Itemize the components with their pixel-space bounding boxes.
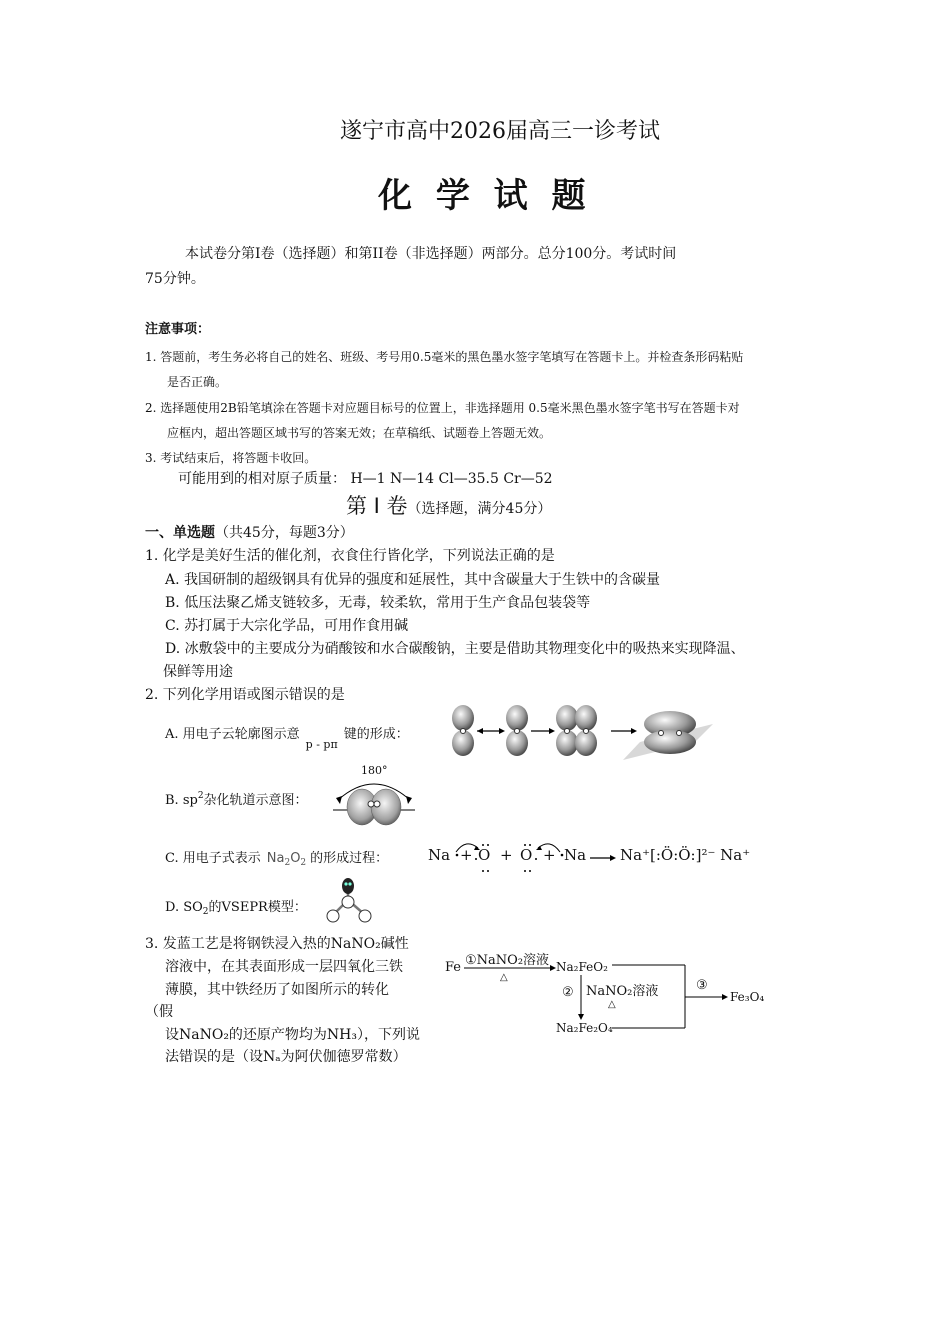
o-atom-right: O [520,846,533,864]
diagram-step-2-number: ② [562,985,574,1000]
section-label: 一、单选题 [145,525,215,541]
q3-line-2: 溶液中，在其表面形成一层四氧化三铁 [165,959,403,975]
q2-d-prefix: D. SO [165,900,203,915]
q3-line-6: 法错误的是（设Nₐ为阿伏伽德罗常数） [165,1049,407,1065]
na-atom-left: Na [428,846,451,864]
q3-line-4: （假 [145,1004,173,1020]
diagram-delta-2: △ [608,999,616,1010]
diagram-delta-1: △ [500,972,508,983]
na2o2-electron-product: Na⁺[:Ö:Ö:]²⁻ Na⁺ [620,846,751,864]
part-1-title-big: 第 I 卷 [346,494,408,518]
p-orbitals-overlap [556,705,597,756]
so2-vsepr-model [325,876,375,926]
q2-a-prefix: A. 用电子云轮廓图示意 [165,727,300,742]
diagram-step-3: ③ [696,978,708,993]
q2-b-sup: 2 [197,791,204,801]
q2-c-suffix: 的形成过程： [310,851,389,866]
na2o2-electron-formation [428,838,751,874]
q2-stem: 2. 下列化学用语或图示错误的是 [145,687,345,703]
plus-sign-1: + [460,846,473,864]
sp2-hybrid-orbital-diagram [328,774,420,828]
note-3: 3. 考试结束后，将答题卡收回。 [145,451,317,465]
sp2-angle-label: 180° [361,764,388,777]
q1-option-b: B. 低压法聚乙烯支链较多，无毒，较柔软，常用于生产食品包装袋等 [165,595,591,611]
q2-c-formula-sub-b: 2 [300,858,307,868]
q2-c-prefix: C. 用电子式表示 [165,851,261,866]
p-p-pi-bond-diagram [445,702,715,760]
plus-sign-3: + [543,846,556,864]
part-1-title [346,490,551,520]
note-2-line-1: 2. 选择题使用2B铅笔填涂在答题卡对应题目标号的位置上，非选择题用 0.5毫米黑色墨水签字笔书写在答题卡对 [145,401,740,415]
o-atom-left: O [478,846,491,864]
q2-option-c [165,847,388,868]
diagram-fe3o4: Fe₃O₄ [730,990,765,1004]
notes-heading: 注意事项： [145,322,211,337]
q2-c-formula-sub-a: 2 [284,858,291,868]
atomic-masses: 可能用到的相对原子质量： H—1 N—14 Cl—35.5 Cr—52 [178,471,553,487]
p-orbital-left [452,705,474,756]
q1-stem: 1. 化学是美好生活的催化剂，衣食住行皆化学，下列说法正确的是 [145,548,555,564]
intro-line-1: 本试卷分第I卷（选择题）和第II卷（非选择题）两部分。总分100分。考试时间 [185,246,677,262]
diagram-na2fe2o4: Na₂Fe₂O₄ [556,1021,613,1035]
q3-line-3: 薄膜，其中铁经历了如图所示的转化 [165,982,389,998]
q3-line-1: 3. 发蓝工艺是将钢铁浸入热的NaNO₂碱性 [145,936,409,952]
p-orbital-right [506,705,528,756]
diagram-na2feo2: Na₂FeO₂ [556,960,608,974]
q2-a-bond-label: p - pπ [305,738,338,751]
q2-c-formula-o: O [290,851,301,866]
q2-option-b [165,789,308,808]
q1-option-d-line-2: 保鲜等用途 [163,664,233,680]
iron-conversion-diagram [440,948,780,1048]
note-2-line-2: 应框内，超出答题区域书写的答案无效；在草稿纸、试题卷上答题无效。 [167,426,552,440]
q3-line-5: 设NaNO₂的还原产物均为NH₃），下列说 [165,1027,421,1043]
note-1-line-2: 是否正确。 [167,375,228,389]
section-note: （共45分，每题3分） [215,525,354,541]
diagram-step-2: NaNO₂溶液 [586,984,659,999]
plus-sign-2: + [500,846,513,864]
section-heading [145,522,354,542]
na-atom-right: Na [564,846,587,864]
q2-option-d [165,896,307,917]
note-1-line-1: 1. 答题前，考生务必将自己的姓名、班级、考号用0.5毫米的黑色墨水签字笔填写在答题卡上。并检查条形码粘贴 [145,350,744,364]
q2-a-suffix: 键的形成： [343,727,409,742]
q2-b-prefix: B. sp [165,793,198,808]
part-1-title-small: （选择题，满分45分） [407,501,552,517]
q2-d-sub: 2 [202,907,209,917]
diagram-fe: Fe [445,960,462,975]
q1-option-d-line-1: D. 冰敷袋中的主要成分为硝酸铵和水合碳酸钠，主要是借助其物理变化中的吸热来实现降温、 [165,641,745,657]
exam-title: 遂宁市高中2026届高三一诊考试 [340,119,660,144]
q1-option-a: A. 我国研制的超级钢具有优异的强度和延展性，其中含碳量大于生铁中的含碳量 [165,572,661,588]
diagram-step-1: ①NaNO₂溶液 [465,953,550,968]
pi-bond-cloud [623,711,713,760]
q1-option-c: C. 苏打属于大宗化学品，可用作食用碱 [165,618,409,634]
q2-c-formula-na: Na [266,851,285,866]
intro-line-2: 75分钟。 [145,271,205,287]
subject-title: 化 学 试 题 [378,176,592,216]
q2-b-suffix: 杂化轨道示意图： [203,793,308,808]
q2-d-suffix: 的VSEPR模型： [208,900,307,915]
